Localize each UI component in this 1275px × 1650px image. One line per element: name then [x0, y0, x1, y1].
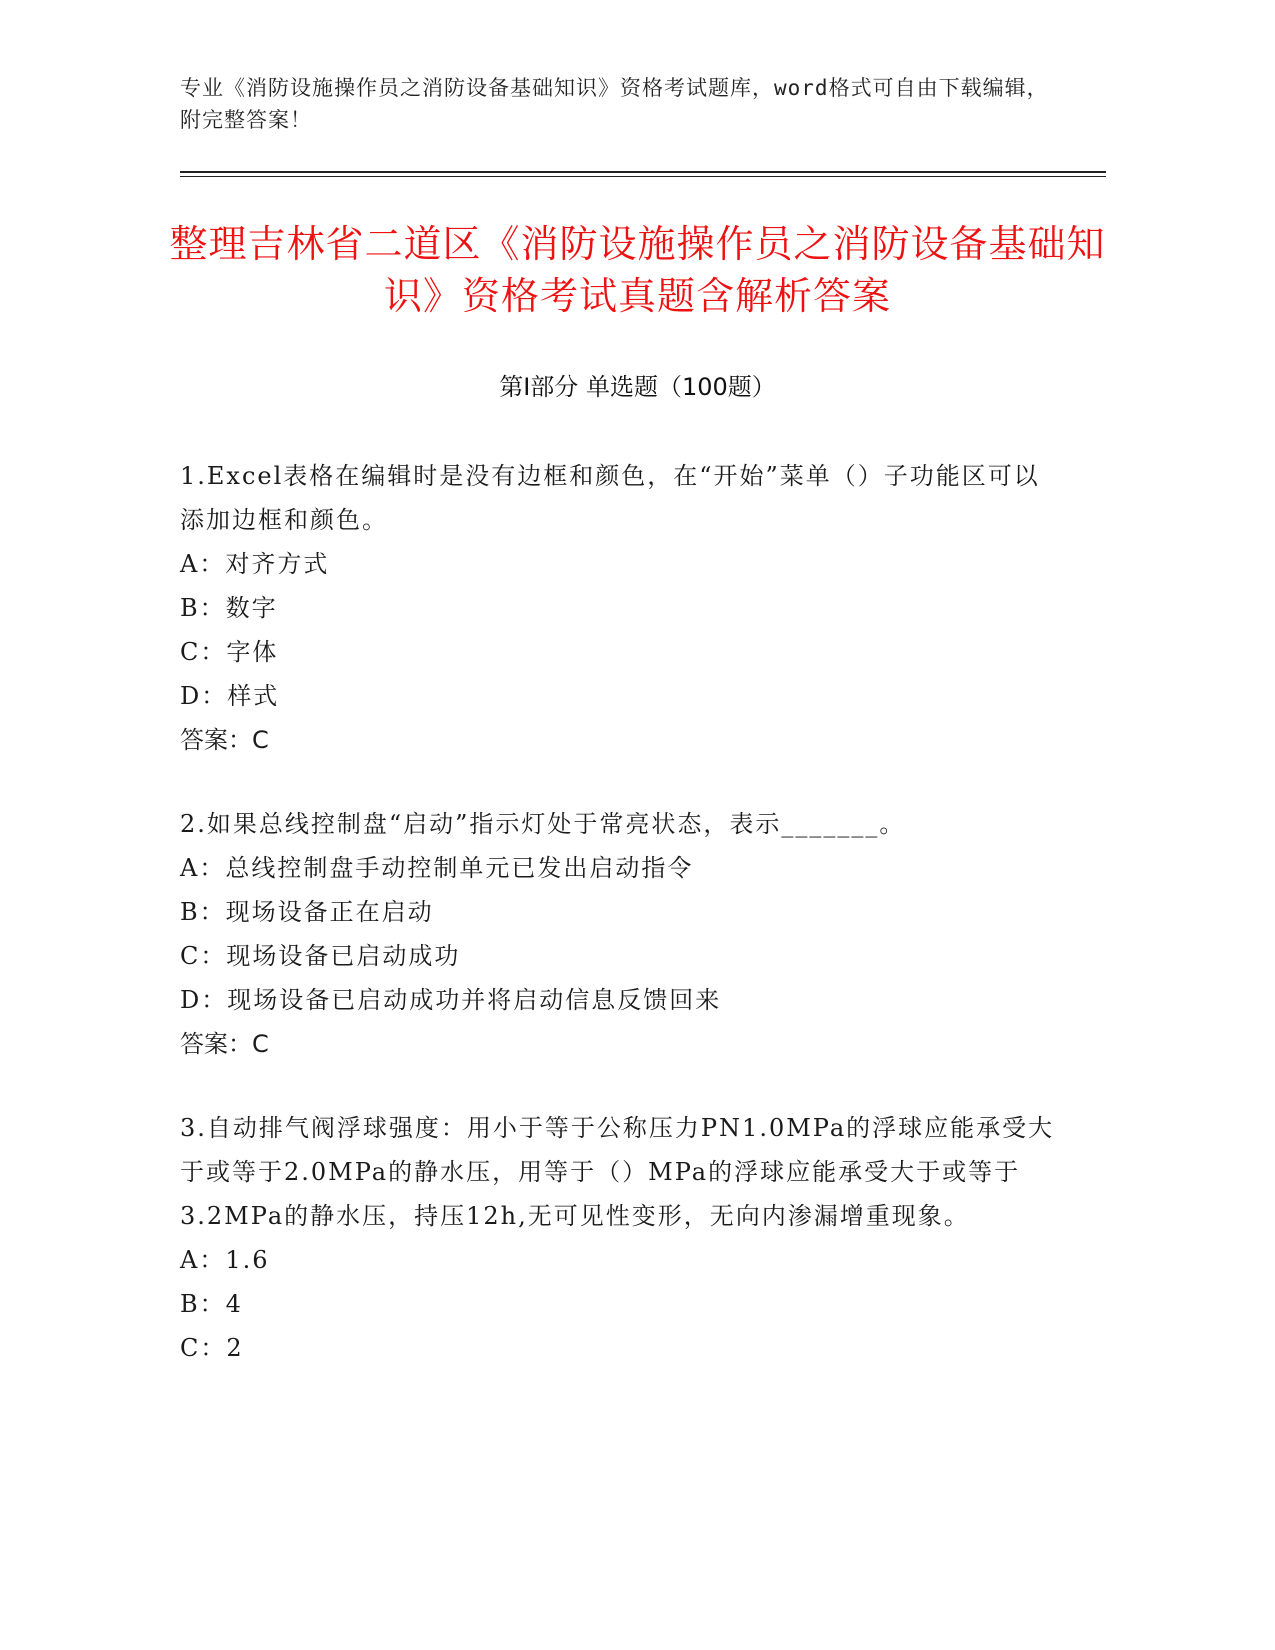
question-2	[180, 802, 1060, 1066]
answer-line: 答案：C	[180, 726, 269, 754]
option-d: D：现场设备已启动成功并将启动信息反馈回来	[180, 986, 722, 1014]
option-a: A：总线控制盘手动控制单元已发出启动指令	[180, 854, 694, 882]
option-a: A：1.6	[180, 1246, 270, 1274]
option-b: B：数字	[180, 594, 278, 622]
header-divider-thick	[180, 171, 1106, 173]
answer-line: 答案：C	[180, 1030, 269, 1058]
option-c: C：字体	[180, 638, 279, 666]
question-stem: 3.自动排气阀浮球强度：用小于等于公称压力PN1.0MPa的浮球应能承受大于或等于2.0MPa的静水压，用等于（）MPa的浮球应能承受大于或等于3.2MPa的静水压，持压12h,无可见性变形，无向内渗漏增重现象。	[180, 1114, 1055, 1230]
header-note: 专业《消防设施操作员之消防设备基础知识》资格考试题库，word格式可自由下载编辑，附完整答案！	[180, 76, 1049, 132]
question-list	[180, 454, 1060, 1410]
option-d: D：样式	[180, 682, 280, 710]
option-a: A：对齐方式	[180, 550, 330, 578]
question-stem: 1.Excel表格在编辑时是没有边框和颜色，在“开始”菜单（）子功能区可以添加边框和颜色。	[180, 462, 1040, 534]
option-c: C：2	[180, 1334, 244, 1362]
question-3	[180, 1106, 1060, 1370]
option-b: B：现场设备正在启动	[180, 898, 434, 926]
header-divider-thin	[180, 176, 1106, 177]
document-title: 整理吉林省二道区《消防设施操作员之消防设备基础知识》资格考试真题含解析答案	[169, 222, 1106, 318]
question-stem: 2.如果总线控制盘“启动”指示灯处于常亮状态，表示_______。	[180, 810, 906, 838]
question-1	[180, 454, 1060, 762]
section-title: 第Ⅰ部分 单选题（100题）	[499, 373, 776, 401]
option-c: C：现场设备已启动成功	[180, 942, 461, 970]
option-b: B：4	[180, 1290, 243, 1318]
